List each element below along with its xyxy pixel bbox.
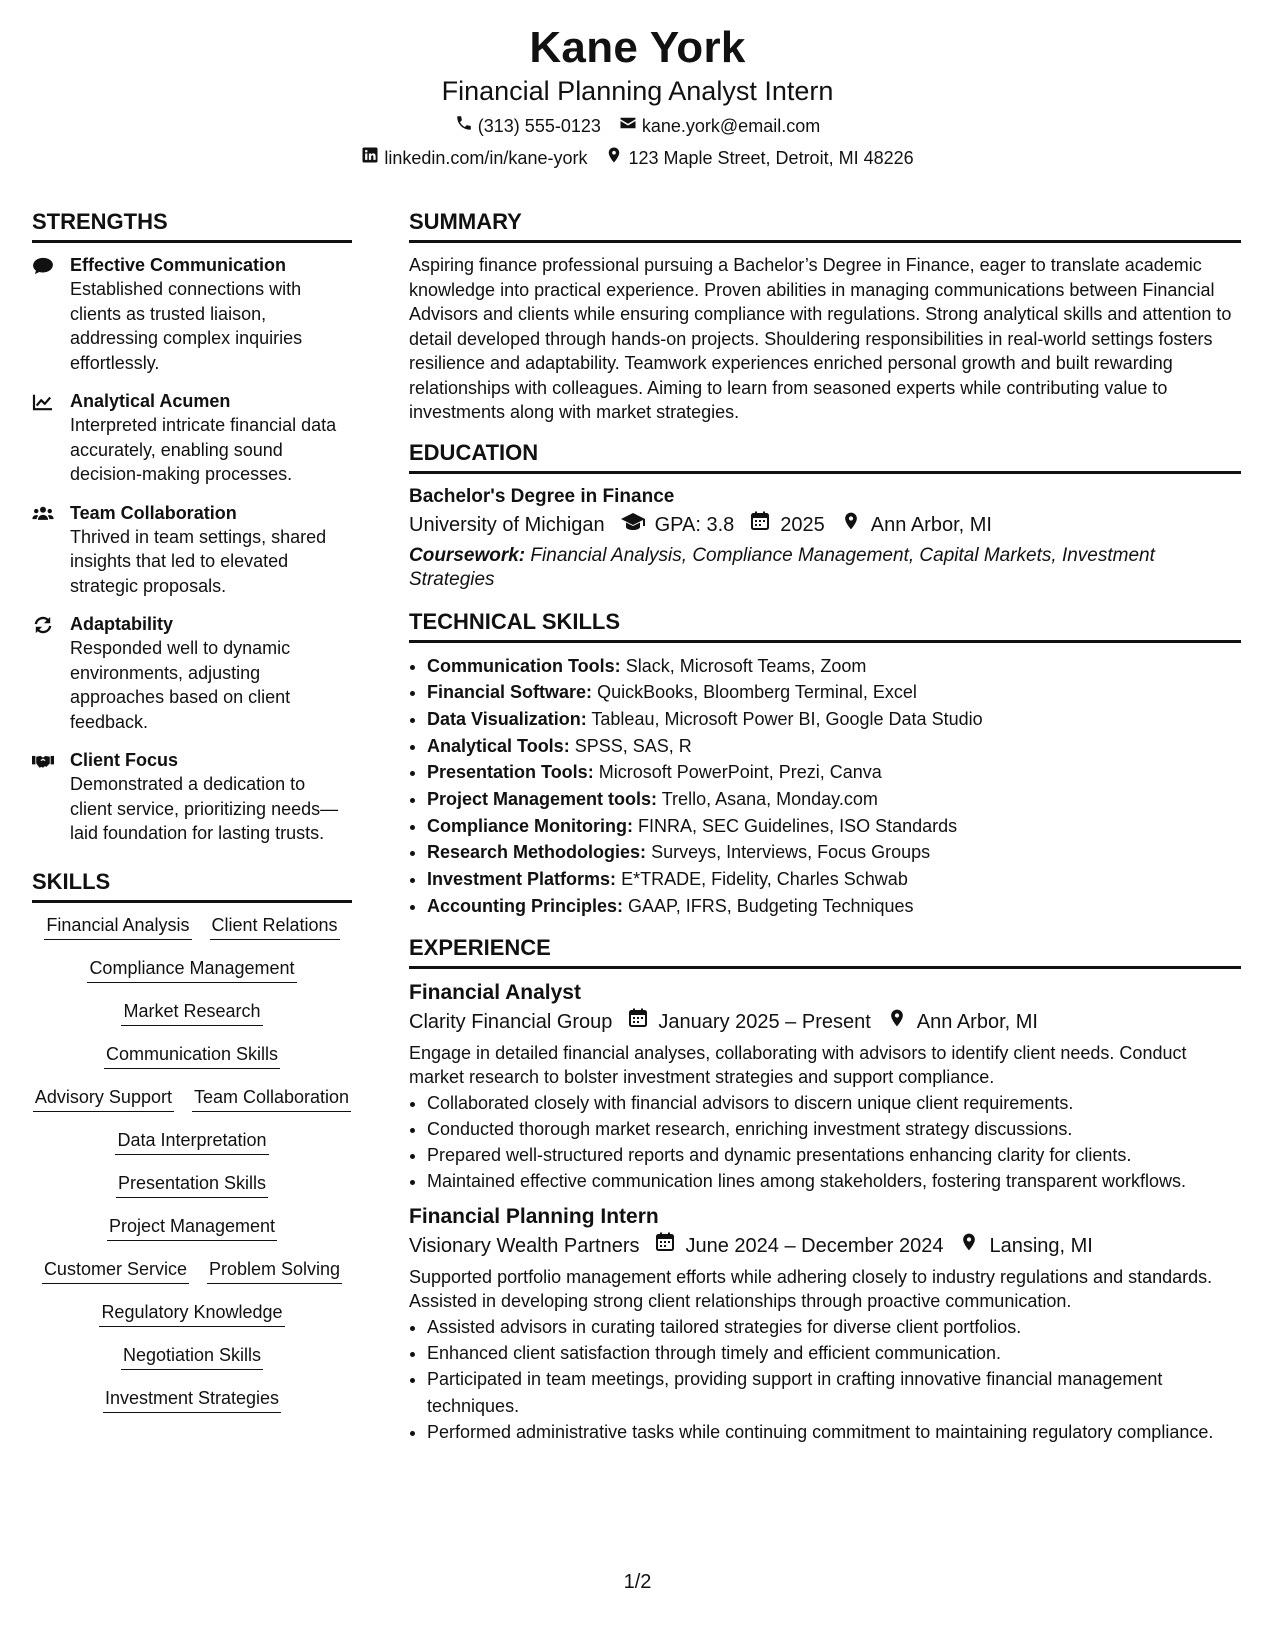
job-dates: January 2025 – Present (658, 1010, 871, 1033)
experience-heading: EXPERIENCE (409, 934, 1241, 969)
users-icon (32, 501, 70, 599)
skill-tag: Data Interpretation (115, 1128, 268, 1155)
skill-category: Communication Tools: (427, 655, 621, 676)
calendar-icon (649, 1231, 675, 1261)
skill-values: Slack, Microsoft Teams, Zoom (625, 655, 867, 676)
chart-line-icon (32, 389, 70, 487)
skills-list (32, 913, 352, 1413)
candidate-name: Kane York (529, 23, 746, 72)
list-item: • Participated in team meetings, providing support in crafting innovative financial management techniques. (427, 1366, 1241, 1419)
calendar-icon (622, 1007, 648, 1037)
skill-tag: Compliance Management (87, 956, 296, 983)
skill-values: Microsoft PowerPoint, Prezi, Canva (598, 762, 882, 783)
skill-category: Research Methodologies: (427, 842, 647, 863)
skill-category: Financial Software: (427, 682, 593, 703)
list-item (427, 786, 1241, 813)
linkedin-url: linkedin.com/in/kane-york (384, 148, 588, 168)
job-title: Financial Analyst (409, 980, 581, 1004)
skill-values: Surveys, Interviews, Focus Groups (651, 842, 931, 863)
skill-tag: Market Research (121, 999, 262, 1026)
strength-description: Established connections with clients as trusted liaison, addressing complex inquiries effortlessly. (70, 279, 303, 373)
skill-category: Accounting Principles: (427, 895, 624, 916)
strength-item (32, 612, 352, 734)
list-item: • Prepared well-structured reports and dynamic presentations enhancing clarity for clients. (427, 1142, 1241, 1168)
linkedin-contact[interactable] (361, 146, 587, 170)
skill-tag: Investment Strategies (103, 1386, 281, 1413)
skill-tag: Communication Skills (104, 1042, 280, 1069)
strength-description: Demonstrated a dedication to client service, prioritizing needs—laid foundation for lasting trusts. (70, 774, 339, 843)
education-meta (409, 510, 1241, 540)
calendar-icon (744, 510, 770, 540)
degree-title: Bachelor's Degree in Finance (409, 485, 675, 507)
skill-values: E*TRADE, Fidelity, Charles Schwab (621, 869, 908, 890)
skill-values: Tableau, Microsoft Power BI, Google Data Studio (591, 708, 983, 729)
job-bullets (409, 1314, 1241, 1445)
skill-category: Project Management tools: (427, 789, 658, 810)
technical-skills-list (409, 653, 1241, 920)
strength-title: Effective Communication (70, 255, 287, 275)
skill-category: Compliance Monitoring: (427, 815, 633, 836)
list-item: • Collaborated closely with financial advisors to discern unique client requirements. (427, 1090, 1241, 1116)
candidate-title: Financial Planning Analyst Intern (441, 76, 834, 106)
summary-heading: SUMMARY (409, 208, 1241, 243)
strengths-heading: STRENGTHS (32, 208, 352, 243)
phone-number: (313) 555-0123 (477, 116, 601, 136)
experience-entry (409, 1203, 1241, 1445)
list-item (427, 706, 1241, 733)
skill-tag: Presentation Skills (116, 1171, 268, 1198)
list-item: • Performed administrative tasks while continuing commitment to maintaining regulatory compliance. (427, 1419, 1241, 1445)
job-bullets (409, 1090, 1241, 1195)
phone-contact (455, 114, 601, 138)
job-location: Lansing, MI (989, 1234, 1093, 1257)
technical-skills-heading: TECHNICAL SKILLS (409, 608, 1241, 643)
summary-text: Aspiring finance professional pursuing a Bachelor’s Degree in Finance, eager to translate academic knowledge into practical experience. Proven abilities in managing communications between Financial Advisors and clients while ensuring compliance with regulations. Strong analytical skills and attention to detail developed through hands-on projects. Shouldering responsibilities in real-world settings fosters resilience and adaptability. Teamwork experiences enriched personal growth and built rewarding relationships with colleagues. Aiming to learn from seasoned experts while contributing value to investments along with market strategies. (409, 255, 1232, 422)
address-contact (605, 146, 913, 170)
experience-entry (409, 979, 1241, 1195)
strength-item (32, 389, 352, 487)
strength-description: Responded well to dynamic environments, adjusting approaches based on client feedback. (70, 638, 291, 732)
company-name: Visionary Wealth Partners (409, 1234, 640, 1257)
graduation-year: 2025 (780, 513, 825, 536)
refresh-icon (32, 612, 70, 734)
left-column (32, 208, 352, 1413)
school-name: University of Michigan (409, 513, 605, 536)
skill-values: FINRA, SEC Guidelines, ISO Standards (638, 815, 958, 836)
list-item (427, 893, 1241, 920)
list-item: • Enhanced client satisfaction through timely and efficient communication. (427, 1340, 1241, 1366)
skill-values: GAAP, IFRS, Budgeting Techniques (628, 895, 914, 916)
skill-tag: Negotiation Skills (121, 1343, 263, 1370)
page-number: 1/2 (623, 1571, 652, 1593)
coursework-list: Financial Analysis, Compliance Management, Capital Markets, Investment Strategies (409, 544, 1155, 590)
skill-category: Presentation Tools: (427, 762, 594, 783)
speech-bubble-icon (32, 253, 70, 375)
list-item (427, 679, 1241, 706)
coursework (409, 544, 1241, 592)
map-marker-icon (953, 1231, 979, 1261)
skill-values: Trello, Asana, Monday.com (661, 789, 878, 810)
skill-tag: Client Relations (210, 913, 340, 940)
linkedin-icon (361, 146, 379, 170)
education-heading: EDUCATION (409, 439, 1241, 474)
job-description: Engage in detailed financial analyses, collaborating with advisors to identify client needs. Conduct market research to bolster investment strategies and support compliance. (409, 1042, 1187, 1088)
job-dates: June 2024 – December 2024 (685, 1234, 944, 1257)
skill-tag: Team Collaboration (192, 1085, 351, 1112)
graduation-cap-icon (615, 510, 645, 540)
skill-values: SPSS, SAS, R (574, 735, 692, 756)
gpa-value: GPA: 3.8 (654, 513, 735, 536)
strength-item (32, 501, 352, 599)
job-meta (409, 1007, 1241, 1037)
resume-header (0, 22, 1275, 170)
list-item (427, 759, 1241, 786)
strength-description: Thrived in team settings, shared insights that led to elevated strategic proposals. (70, 526, 327, 596)
strength-title: Team Collaboration (70, 502, 237, 523)
list-item: • Maintained effective communication lines among stakeholders, fostering transparent workflows. (427, 1168, 1241, 1194)
skill-tag: Customer Service (42, 1257, 189, 1284)
map-marker-icon (835, 510, 861, 540)
skill-tag: Regulatory Knowledge (99, 1300, 284, 1327)
right-column (409, 208, 1241, 1445)
job-location: Ann Arbor, MI (916, 1010, 1038, 1033)
skill-category: Data Visualization: (427, 708, 587, 729)
handshake-icon (32, 748, 70, 846)
list-item (427, 813, 1241, 840)
envelope-icon (619, 114, 637, 138)
list-item (427, 733, 1241, 760)
job-meta (409, 1231, 1241, 1261)
strength-item (32, 748, 352, 846)
street-address: 123 Maple Street, Detroit, MI 48226 (628, 148, 914, 168)
phone-icon (455, 114, 473, 138)
email-contact[interactable] (619, 114, 820, 138)
skills-heading: SKILLS (32, 868, 352, 903)
strength-description: Interpreted intricate financial data accurately, enabling sound decision-making processes. (70, 415, 337, 484)
job-title: Financial Planning Intern (409, 1204, 659, 1228)
list-item (427, 653, 1241, 680)
email-address: kane.york@email.com (641, 116, 821, 136)
contact-row-1 (0, 114, 1275, 138)
list-item (427, 866, 1241, 893)
skill-tag: Project Management (107, 1214, 277, 1241)
strength-title: Adaptability (70, 614, 174, 634)
list-item: • Assisted advisors in curating tailored strategies for diverse client portfolios. (427, 1314, 1241, 1340)
strength-title: Client Focus (70, 750, 179, 770)
skill-tag: Advisory Support (33, 1085, 174, 1112)
map-marker-icon (605, 146, 623, 170)
skill-values: QuickBooks, Bloomberg Terminal, Excel (597, 682, 917, 703)
school-location: Ann Arbor, MI (870, 513, 992, 536)
company-name: Clarity Financial Group (409, 1010, 613, 1033)
coursework-label: Coursework: (409, 544, 526, 566)
strength-title: Analytical Acumen (70, 391, 231, 411)
strength-item (32, 253, 352, 375)
list-item: • Conducted thorough market research, enriching investment strategy discussions. (427, 1116, 1241, 1142)
skill-tag: Financial Analysis (44, 913, 191, 940)
skill-category: Analytical Tools: (427, 735, 570, 756)
job-description: Supported portfolio management efforts while adhering closely to industry regulations and standards. Assisted in developing strong client relationships through proactive communication. (409, 1266, 1213, 1312)
map-marker-icon (881, 1007, 907, 1037)
list-item (427, 839, 1241, 866)
contact-row-2 (0, 146, 1275, 170)
skill-tag: Problem Solving (207, 1257, 342, 1284)
skill-category: Investment Platforms: (427, 869, 617, 890)
